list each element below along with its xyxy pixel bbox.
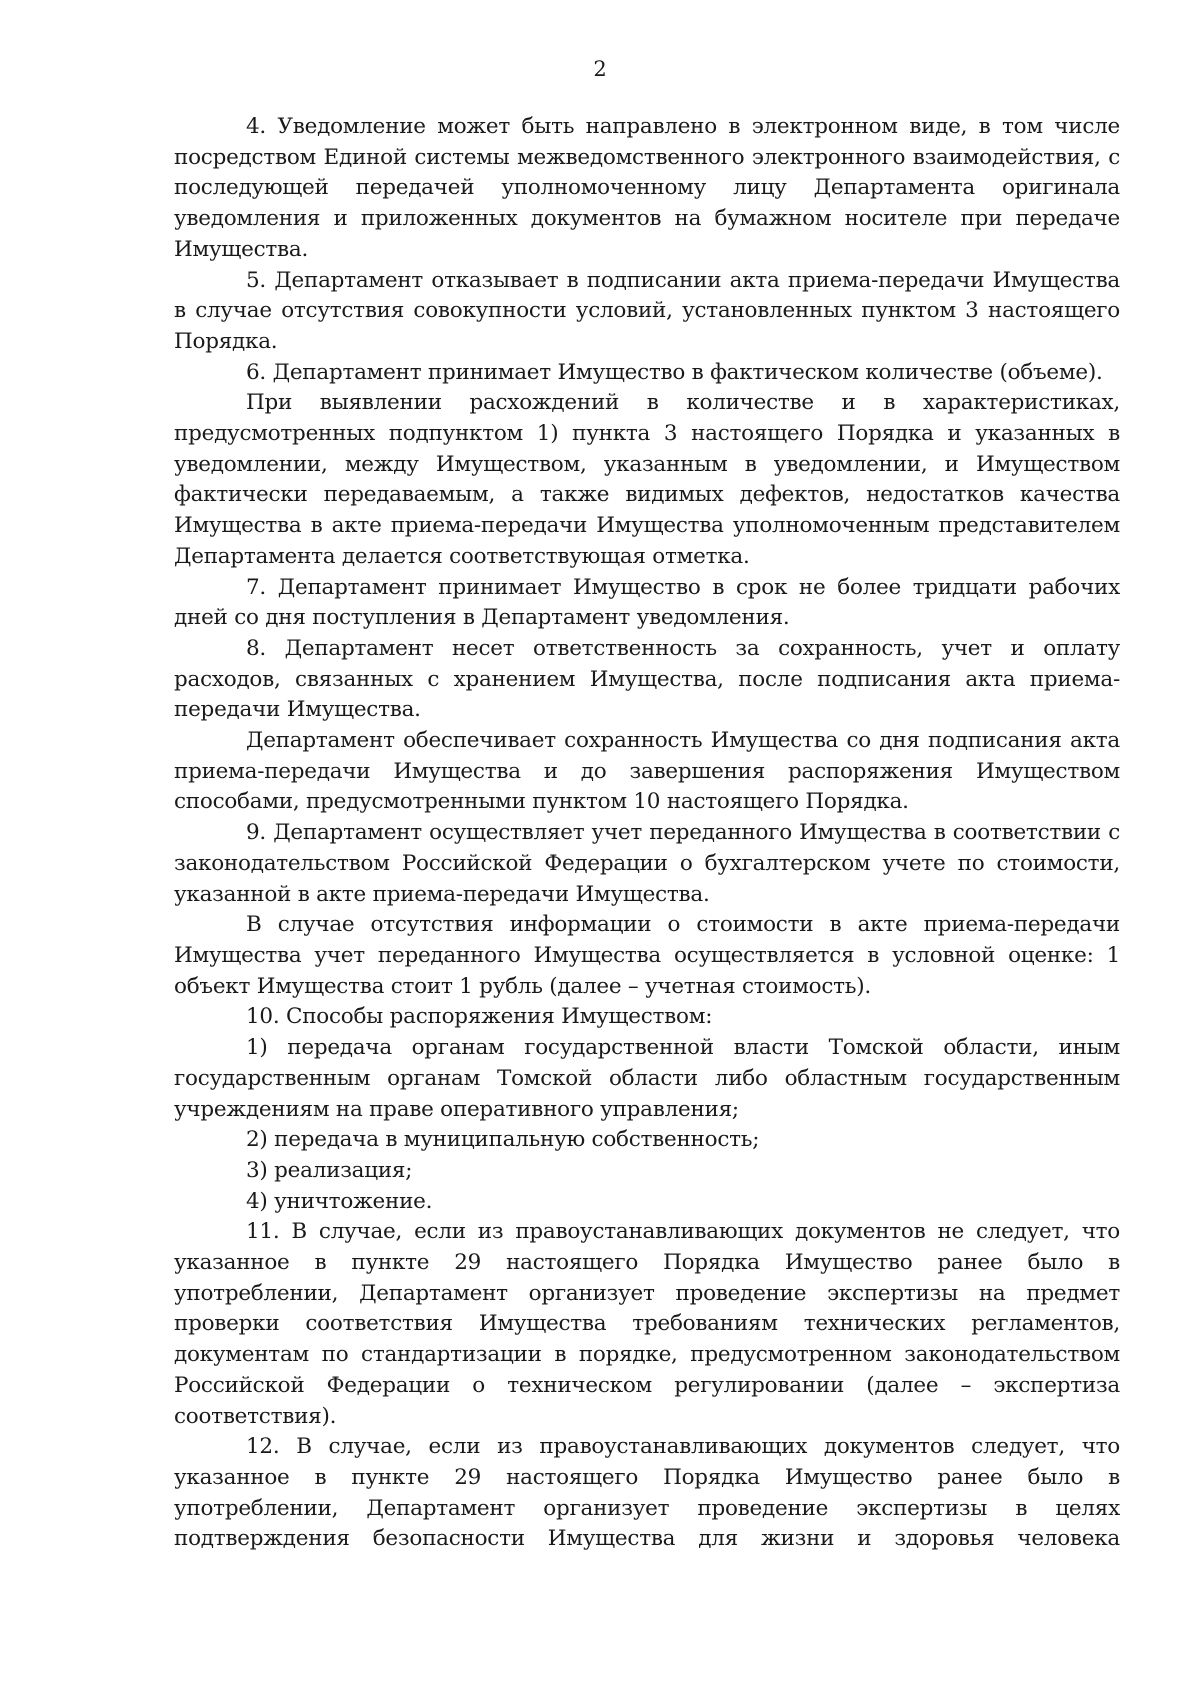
paragraph-item-4: 4. Уведомление может быть направлено в электронном виде, в том числе посредством Единой системы межведомственного электронного взаимодействия, с последующей передачей уполномоченному лицу Департамента оригинала уведомления и приложенных документов на бумажном носителе при передаче Имущества.: [174, 114, 1120, 262]
paragraph-item-10-subitem-3: 3) реализация;: [246, 1157, 413, 1183]
page-number: 2: [593, 57, 607, 81]
paragraph-item-5: 5. Департамент отказывает в подписании акта приема-передачи Имущества в случае отсутствия совокупности условий, установленных пунктом 3 настоящего Порядка.: [174, 267, 1120, 354]
document-body: [174, 112, 1120, 1555]
paragraph-item-10-subitem-4: 4) уничтожение.: [246, 1188, 433, 1214]
paragraph-item-12: 12. В случае, если из правоустанавливающих документов следует, что указанное в пункте 29 настоящего Порядка Имущество ранее было в употреблении, Департамент организует проведение экспертизы в целях подтверждения безопасности Имущества для жизни и здоровья человека: [174, 1434, 1120, 1552]
paragraph-item-8: 8. Департамент несет ответственность за сохранность, учет и оплату расходов, связанных с хранением Имущества, после подписания акта приема-передачи Имущества.: [174, 635, 1120, 723]
paragraph-item-10: 10. Способы распоряжения Имуществом:: [246, 1004, 713, 1030]
paragraph-item-10-subitem-1: 1) передача органам государственной власти Томской области, иным государственным органам Томской области либо областным государственным учреждениям на праве оперативного управления;: [174, 1035, 1120, 1122]
paragraph-item-11: 11. В случае, если из правоустанавливающих документов не следует, что указанное в пункте 29 настоящего Порядка Имущество ранее было в употреблении, Департамент организует проведение экспертизы на предмет проверки соответствия Имущества требованиям технических регламентов, документам по стандартизации в порядке, предусмотренном законодательством Российской Федерации о техническом регулировании (далее – экспертиза соответствия).: [174, 1219, 1120, 1429]
paragraph-item-9: 9. Департамент осуществляет учет переданного Имущества в соответствии с законодательством Российской Федерации о бухгалтерском учете по стоимости, указанной в акте приема-передачи Имущества.: [174, 820, 1120, 907]
paragraph-item-6: 6. Департамент принимает Имущество в фактическом количестве (объеме).: [246, 359, 1103, 385]
paragraph-item-6-discrepancies: При выявлении расхождений в количестве и в характеристиках, предусмотренных подпунктом 1) пункта 3 настоящего Порядка и указанных в уведомлении, между Имуществом, указанным в уведомлении, и Имуществом фактически передаваемым, а также видимых дефектов, недостатков качества Имущества в акте приема-передачи Имущества уполномоченным представителем Департамента делается соответствующая отметка.: [174, 390, 1120, 569]
paragraph-item-7: 7. Департамент принимает Имущество в срок не более тридцати рабочих дней со дня поступления в Департамент уведомления.: [174, 574, 1120, 631]
paragraph-item-10-subitem-2: 2) передача в муниципальную собственность;: [246, 1127, 760, 1153]
paragraph-item-9-conditional-value: В случае отсутствия информации о стоимости в акте приема-передачи Имущества учет переданного Имущества осуществляется в условной оценке: 1 объект Имущества стоит 1 рубль (далее – учетная стоимость).: [174, 912, 1120, 999]
paragraph-item-8-safekeeping: Департамент обеспечивает сохранность Имущества со дня подписания акта приема-передачи Имущества и до завершения распоряжения Имуществом способами, предусмотренными пунктом 10 настоящего Порядка.: [174, 728, 1120, 815]
